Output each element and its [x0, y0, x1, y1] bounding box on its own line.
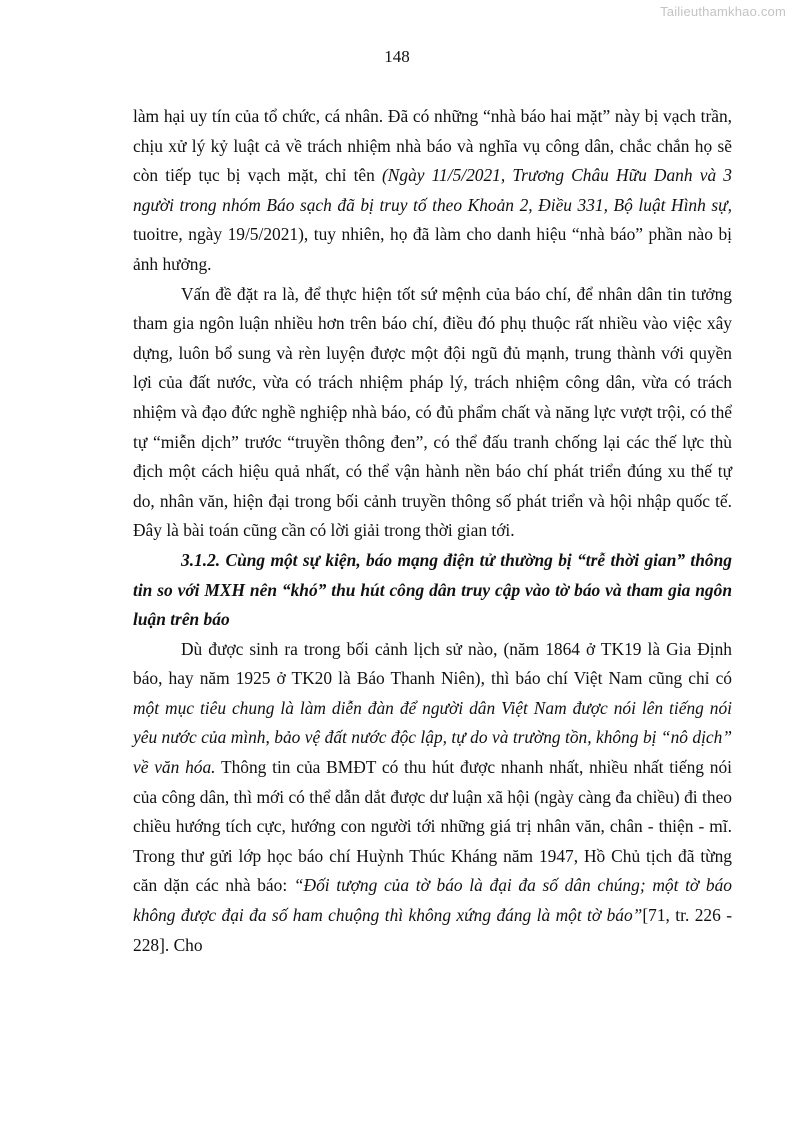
paragraph-text: Thông tin của BMĐT có thu hút được nhanh nhất, nhiều nhất tiếng nói của công dân, thì mới có thể dẫn dắt được dư luận xã hội (ngày càng đa chiều) đi theo chiều hướng tích cực, hướng con người tới những giá trị nhân văn, chân - thiện - mĩ. Trong thư gửi lớp học báo chí Huỳnh Thúc Kháng năm 1947, Hồ Chủ tịch đã từng căn dặn các nhà báo:	[133, 757, 732, 896]
paragraph-continuation	[133, 102, 732, 280]
paragraph-problem-statement: Vấn đề đặt ra là, để thực hiện tốt sứ mệnh của báo chí, để nhân dân tin tưởng tham gia ngôn luận nhiều hơn trên báo chí, điều đó phụ thuộc rất nhiều vào việc xây dựng, luôn bổ sung và rèn luyện được một đội ngũ đủ mạnh, trung thành với quyền lợi của đất nước, vừa có trách nhiệm pháp lý, trách nhiệm công dân, vừa có trách nhiệm và đạo đức nghề nghiệp nhà báo, có đủ phẩm chất và năng lực vượt trội, có thể tự “miễn dịch” trước “truyền thông đen”, có thể đấu tranh chống lại các thế lực thù địch một cách hiệu quả nhất, có thể vận hành nền báo chí phát triển đúng xu thế tự do, nhân văn, hiện đại trong bối cảnh truyền thông số phát triển và hội nhập quốc tế. Đây là bài toán cũng cần có lời giải trong thời gian tới.	[133, 283, 732, 541]
paragraph-history	[133, 635, 732, 961]
paragraph-text: làm hại uy tín của tổ chức, cá nhân. Đã có những “nhà báo hai mặt” này bị vạch trần, chịu xử lý kỷ luật cả về trách nhiệm nhà báo và nghĩa vụ công dân, chắc chắn họ sẽ còn tiếp tục bị vạch mặt, chỉ tên	[133, 106, 732, 186]
paragraph-text: [71, tr. 226 - 228]. Cho	[133, 905, 732, 955]
paragraph-italic-phrase: bảo vệ đất nước độc lập, tự do và trường tồn, không bị “nô dịch” về văn hóa.	[133, 727, 732, 778]
paragraph-italic-phrase: một mục tiêu chung là làm diễn đàn để người dân Việt Nam được nói lên tiếng nói yêu nước của mình	[133, 697, 732, 748]
paragraph-text: tuoitre, ngày 19/5/2021), tuy nhiên, họ đã làm cho danh hiệu “nhà báo” phần nào bị ảnh hưởng.	[133, 224, 732, 274]
paragraph-text: ,	[265, 727, 275, 748]
page-number: 148	[384, 47, 410, 66]
watermark-text: Tailieuthamkhao.com	[660, 4, 786, 19]
document-body	[133, 102, 732, 960]
paragraph-quote-italic: “Đối tượng của tờ báo là đại đa số dân chúng; một tờ báo không được đại đa số ham chuộng thì không xứng đáng là một tờ báo”	[133, 875, 732, 926]
paragraph-text: Dù được sinh ra trong bối cảnh lịch sử nào, (năm 1864 ở TK19 là Gia Định báo, hay năm 1925 ở TK20 là Báo Thanh Niên), thì báo chí Việt Nam cũng chỉ có	[133, 638, 732, 689]
paragraph-citation-italic: (Ngày 11/5/2021, Trương Châu Hữu Danh và 3 người trong nhóm Báo sạch đã bị truy tố theo Khoản 2, Điều 331, Bộ luật Hình sự,	[133, 165, 732, 215]
section-heading-3-1-2: 3.1.2. Cùng một sự kiện, báo mạng điện tử thường bị “trễ thời gian” thông tin so với MXH nên “khó” thu hút công dân truy cập vào tờ báo và tham gia ngôn luận trên báo	[133, 549, 732, 630]
